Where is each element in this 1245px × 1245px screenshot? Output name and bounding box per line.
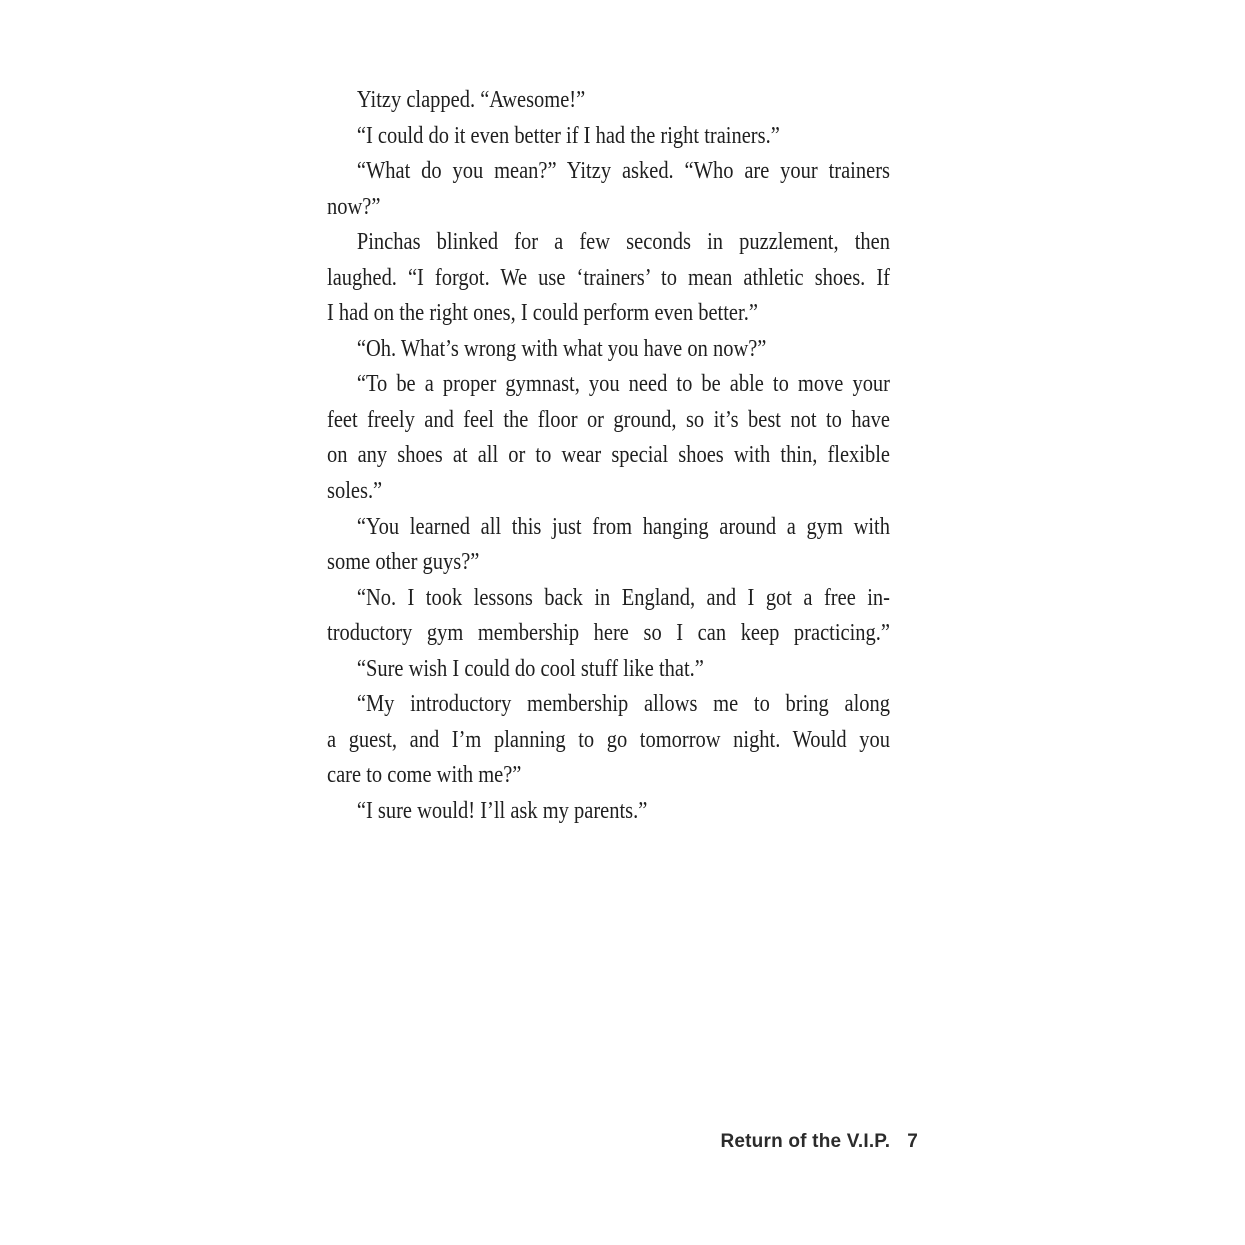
text-line: “You learned all this just from hanging around a gym with bbox=[356, 513, 890, 540]
text-line: laughed. “I forgot. We use ‘trainers’ to mean athletic shoes. If bbox=[327, 264, 890, 291]
paragraph bbox=[327, 794, 890, 830]
paragraph bbox=[327, 225, 890, 332]
text-line: care to come with me?” bbox=[327, 762, 522, 789]
page-number: 7 bbox=[907, 1131, 918, 1152]
paragraph bbox=[327, 83, 890, 119]
paragraph bbox=[327, 510, 890, 581]
running-title: Return of the V.I.P. bbox=[720, 1131, 891, 1152]
text-line: soles.” bbox=[327, 478, 383, 505]
paragraph bbox=[327, 367, 890, 509]
text-line: on any shoes at all or to wear special shoes with thin, flexible bbox=[327, 442, 890, 469]
paragraph bbox=[327, 687, 890, 794]
text-line: Pinchas blinked for a few seconds in puzzlement, then bbox=[356, 229, 890, 256]
text-line: some other guys?” bbox=[327, 549, 480, 576]
paragraph bbox=[327, 581, 890, 652]
text-line: Yitzy clapped. “Awesome!” bbox=[356, 87, 586, 113]
paragraph bbox=[327, 119, 890, 155]
text-line: “Oh. What’s wrong with what you have on now?” bbox=[356, 335, 767, 362]
paragraph bbox=[327, 652, 890, 688]
text-line: “Sure wish I could do cool stuff like that.” bbox=[356, 655, 704, 682]
text-line: a guest, and I’m planning to go tomorrow night. Would you bbox=[327, 726, 890, 753]
text-line: feet freely and feel the floor or ground, so it’s best not to have bbox=[327, 406, 890, 433]
page-text bbox=[327, 83, 890, 829]
paragraph bbox=[327, 332, 890, 368]
text-line: now?” bbox=[327, 193, 381, 220]
text-line: troductory gym membership here so I can keep practicing.” bbox=[327, 620, 890, 647]
text-line: I had on the right ones, I could perform even better.” bbox=[327, 300, 758, 327]
text-line: “To be a proper gymnast, you need to be able to move your bbox=[356, 371, 890, 398]
text-line: “What do you mean?” Yitzy asked. “Who are your trainers bbox=[356, 158, 890, 185]
paragraph bbox=[327, 154, 890, 225]
text-line: “My introductory membership allows me to bring along bbox=[356, 691, 890, 718]
page-footer bbox=[720, 1131, 918, 1153]
text-line: “I could do it even better if I had the right trainers.” bbox=[356, 122, 780, 149]
text-line: “I sure would! I’ll ask my parents.” bbox=[356, 797, 648, 824]
text-line: “No. I took lessons back in England, and I got a free in- bbox=[356, 584, 890, 611]
